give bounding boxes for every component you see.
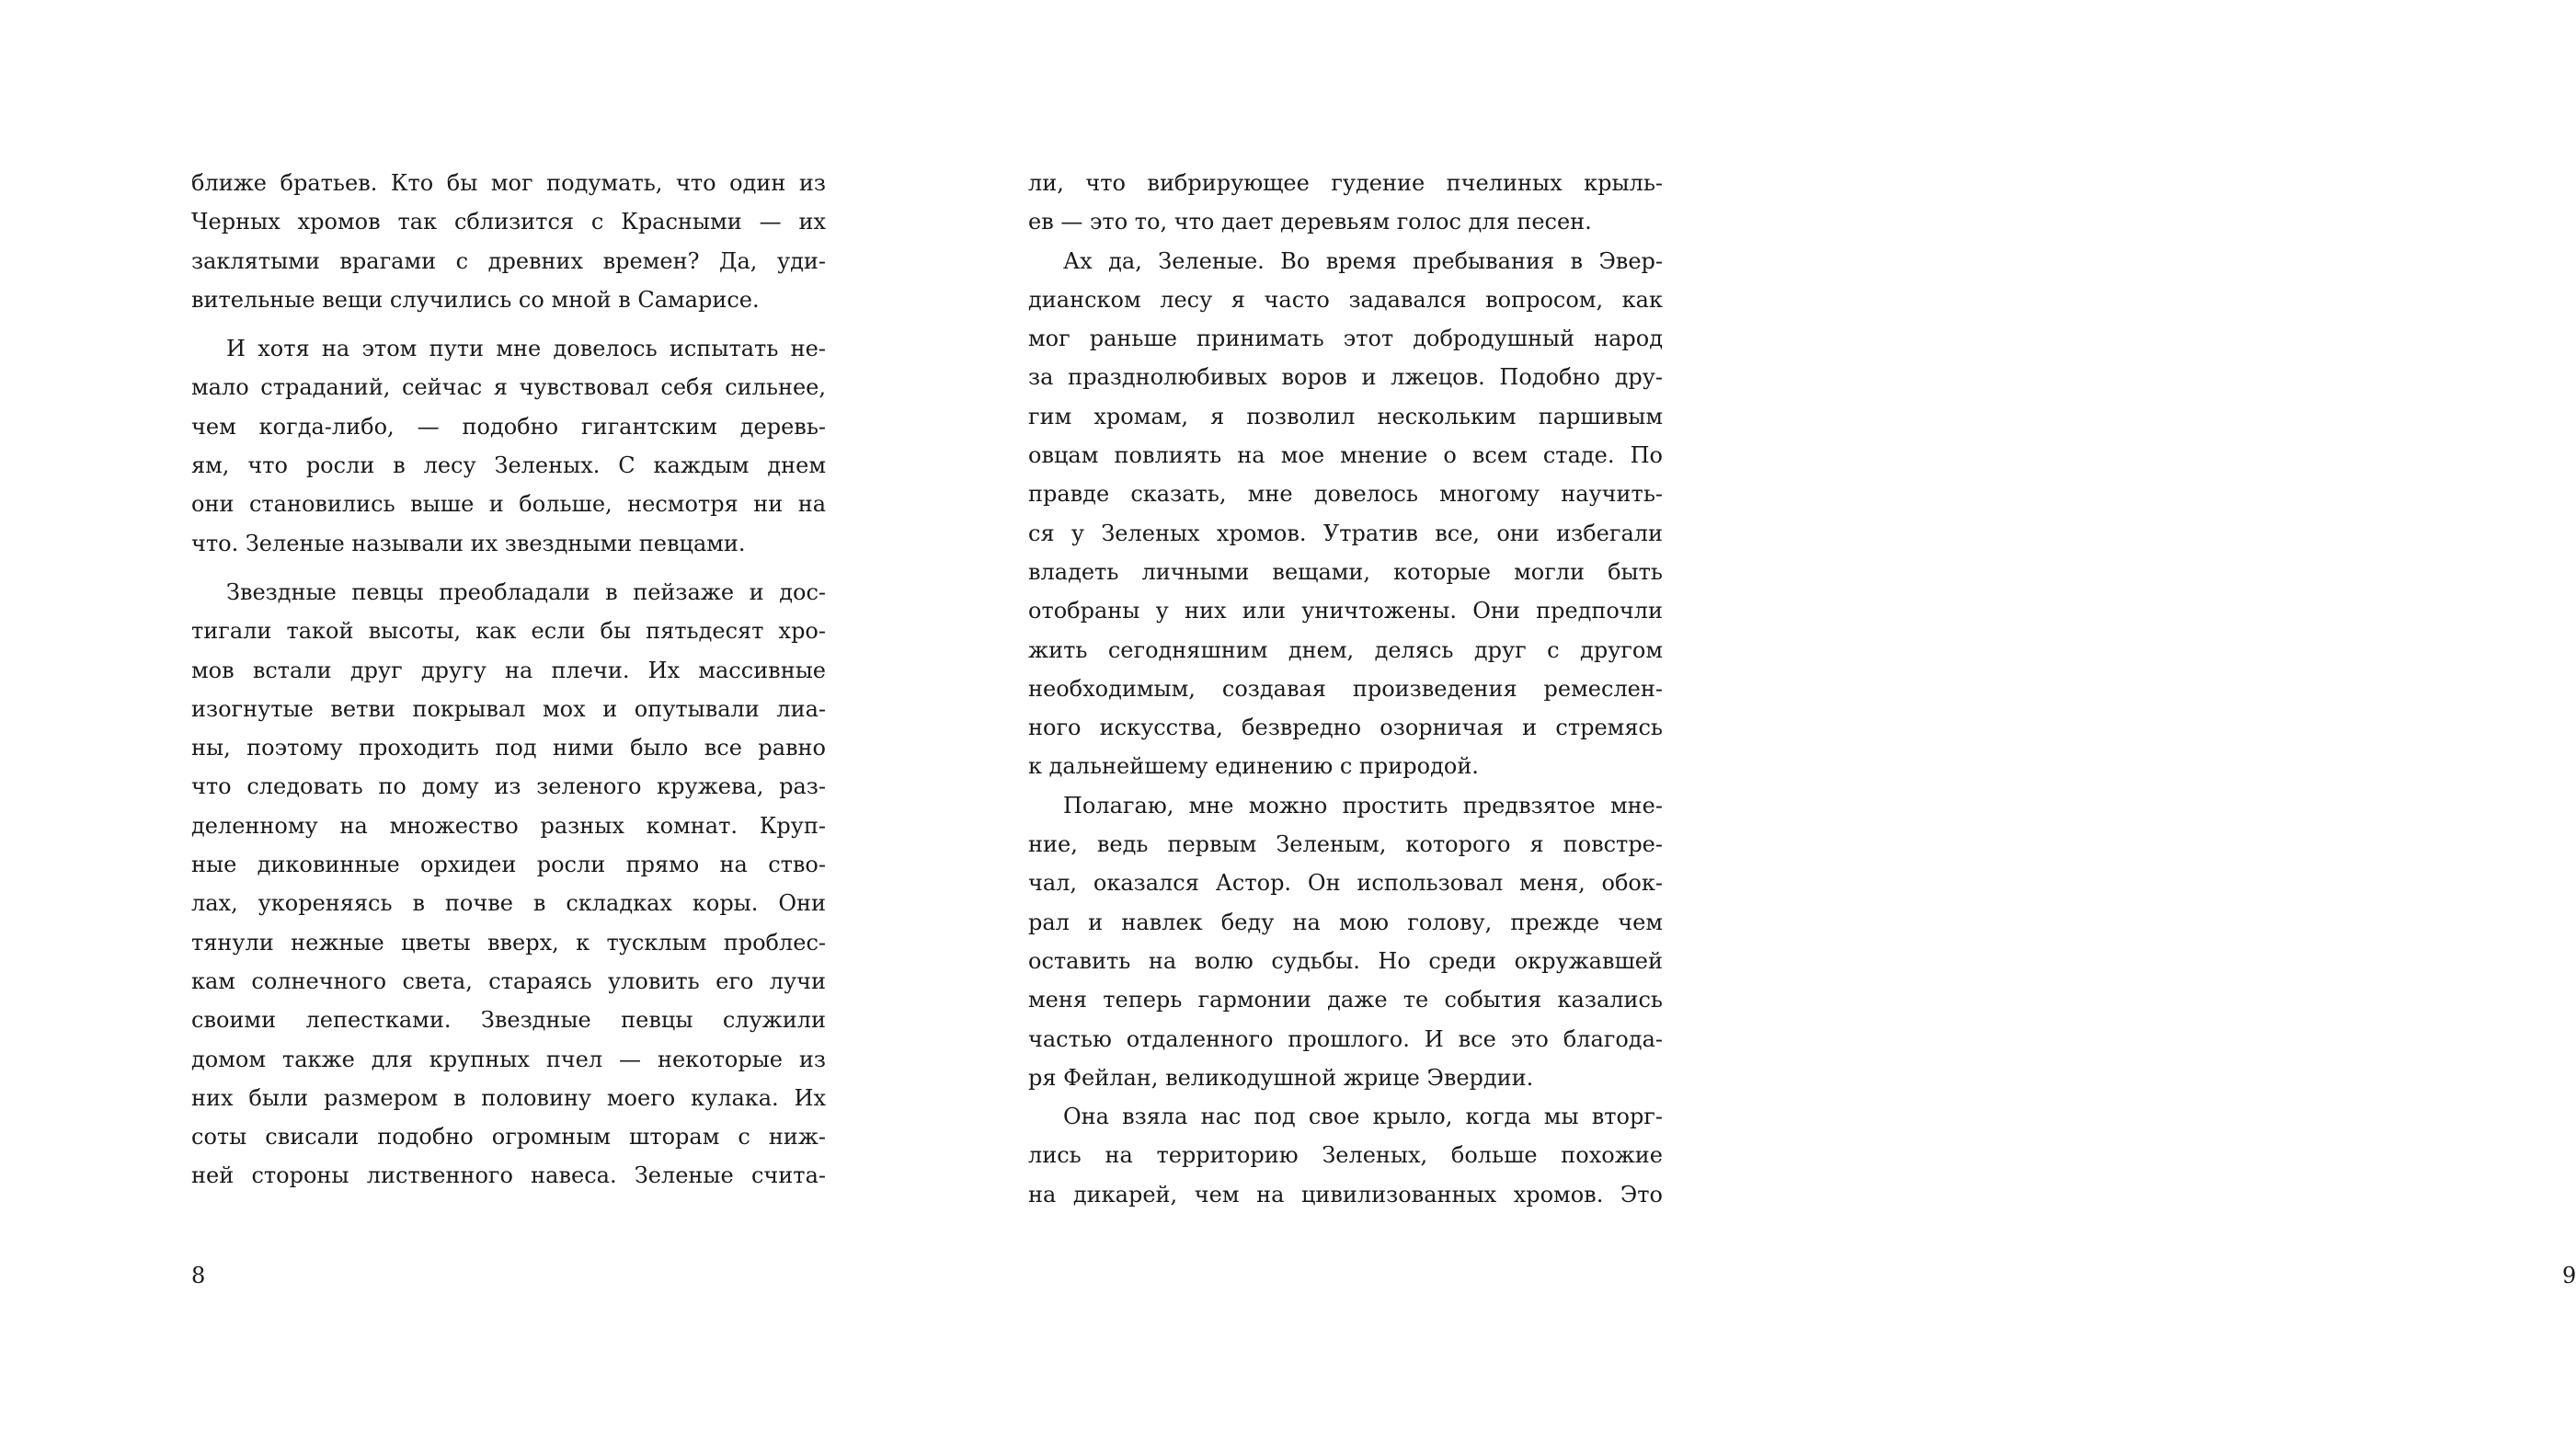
text-line: них были размером в половину моего кулака. Их [191, 1084, 826, 1111]
text-line: мов встали друг другу на плечи. Их массивные [191, 657, 826, 683]
text-line: гим хромам, я позволил нескольким паршивым [1028, 403, 1663, 429]
text-line: за празднолюбивых воров и лжецов. Подобно дру- [1028, 364, 1663, 391]
text-line: частью отдаленного прошлого. И все это благода- [1028, 1025, 1663, 1052]
text-line: мало страданий, сейчас я чувствовал себя сильнее, [191, 374, 826, 401]
text-line: Она взяла нас под свое крыло, когда мы вторг- [1063, 1104, 1663, 1130]
right-page-text [1028, 164, 1663, 1214]
page-number: 9 [2562, 1263, 2576, 1288]
text-line: к дальнейшему единению с природой. [1028, 753, 1479, 780]
text-line: ные диковинные орхидеи росли прямо на ство- [191, 852, 826, 878]
text-line: ев — это то, что дает деревьям голос для песен. [1028, 209, 1592, 235]
text-line: отобраны у них или уничтожены. Они предпочли [1028, 598, 1663, 624]
page-number: 8 [191, 1263, 206, 1288]
text-line: что. Зеленые называли их звездными певцами. [191, 530, 746, 556]
text-line: ней стороны лиственного навеса. Зеленые счита- [191, 1162, 826, 1189]
text-line: деленному на множество разных комнат. Круп- [191, 812, 826, 839]
text-line: ям, что росли в лесу Зеленых. С каждым днем [191, 452, 826, 479]
text-line: лах, укореняясь в почве в складках коры. Они [191, 890, 826, 917]
text-line: правде сказать, мне довелось многому научить- [1028, 481, 1663, 508]
text-line: что следовать по дому из зеленого кружева, раз- [191, 773, 826, 800]
text-line: ря Фейлан, великодушной жрице Эвердии. [1028, 1064, 1534, 1091]
text-line: овцам повлиять на мое мнение о всем стаде. По [1028, 442, 1663, 469]
text-line: тянули нежные цветы вверх, к тусклым проблес- [191, 929, 826, 956]
text-line: оставить на волю судьбы. Но среди окружавшей [1028, 947, 1663, 974]
text-line: жить сегодняшним днем, делясь друг с другом [1028, 636, 1663, 663]
text-line: лись на территорию Зеленых, больше похожие [1028, 1142, 1663, 1169]
text-line: Ах да, Зеленые. Во время пребывания в Эвер- [1063, 247, 1663, 274]
text-line: домом также для крупных пчел — некоторые из [191, 1046, 826, 1072]
text-line: рал и навлек беду на мою голову, прежде чем [1028, 909, 1663, 935]
text-line: ближе братьев. Кто бы мог подумать, что один из [191, 170, 826, 196]
text-line: ного искусства, безвредно озорничая и стремясь [1028, 715, 1663, 741]
text-line: чем когда-либо, — подобно гигантским деревь- [191, 413, 826, 440]
text-line: Полагаю, мне можно простить предвзятое мне- [1063, 792, 1663, 819]
text-line: чал, оказался Астор. Он использовал меня, обок- [1028, 870, 1663, 897]
text-line: дианском лесу я часто задавался вопросом, как [1028, 286, 1663, 313]
text-line: необходимым, создавая произведения ремеслен- [1028, 675, 1663, 702]
text-line: кам солнечного света, стараясь уловить его лучи [191, 967, 826, 994]
text-line: ны, поэтому проходить под ними было все равно [191, 735, 826, 761]
text-line: владеть личными вещами, которые могли быть [1028, 558, 1663, 585]
text-line: ние, ведь первым Зеленым, которого я повстре- [1028, 831, 1663, 858]
text-line: соты свисали подобно огромным шторам с ниж- [191, 1124, 826, 1151]
text-line: Звездные певцы преобладали в пейзаже и дос- [226, 578, 826, 605]
text-line: тигали такой высоты, как если бы пятьдесят хро- [191, 618, 826, 645]
left-page-text [191, 164, 826, 1196]
text-line: изогнутые ветви покрывал мох и опутывали лиа- [191, 695, 826, 722]
text-line: Черных хромов так сблизится с Красными — их [191, 209, 826, 235]
text-line: на дикарей, чем на цивилизованных хромов. Это [1028, 1181, 1663, 1208]
text-line: ся у Зеленых хромов. Утратив все, они избегали [1028, 520, 1663, 546]
text-line: своими лепестками. Звездные певцы служили [191, 1007, 826, 1034]
text-line: мог раньше принимать этот добродушный народ [1028, 326, 1663, 352]
right-page [920, 0, 2576, 1431]
text-line: меня теперь гармонии даже те события казались [1028, 987, 1663, 1013]
text-line: заклятыми врагами с древних времен? Да, уди- [191, 247, 826, 274]
left-page [0, 0, 920, 1431]
text-line: они становились выше и больше, несмотря ни на [191, 491, 826, 518]
text-line: И хотя на этом пути мне довелось испытать не- [226, 336, 826, 362]
text-line: вительные вещи случились со мной в Самарисе. [191, 286, 760, 313]
text-line: ли, что вибрирующее гудение пчелиных крыль- [1028, 170, 1663, 196]
